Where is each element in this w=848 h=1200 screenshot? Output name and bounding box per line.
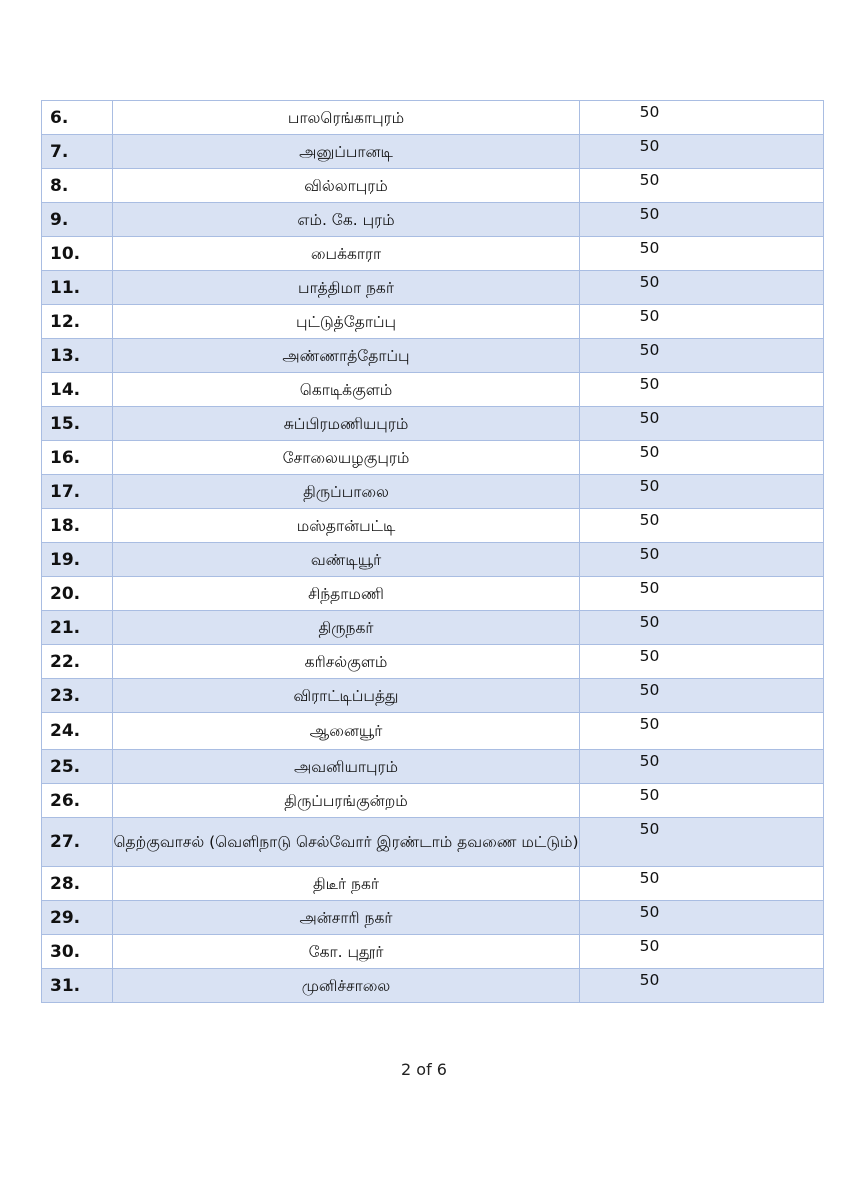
count-value: 50	[639, 205, 660, 223]
value-cell	[580, 577, 824, 611]
center-name: திடீர் நகர்	[113, 867, 580, 901]
value-cell	[580, 475, 824, 509]
count-value: 50	[639, 273, 660, 291]
value-cell	[580, 901, 824, 935]
value-cell	[580, 969, 824, 1003]
count-value: 50	[639, 820, 660, 838]
row-number: 6.	[42, 101, 113, 135]
count-value: 50	[639, 137, 660, 155]
table-row	[42, 935, 824, 969]
center-name: பைக்காரா	[113, 237, 580, 271]
count-value: 50	[639, 681, 660, 699]
row-number: 26.	[42, 784, 113, 818]
value-cell	[580, 867, 824, 901]
row-number: 22.	[42, 645, 113, 679]
row-number: 23.	[42, 679, 113, 713]
row-number: 19.	[42, 543, 113, 577]
table-row	[42, 784, 824, 818]
count-value: 50	[639, 715, 660, 733]
value-cell	[580, 135, 824, 169]
center-name: பாத்திமா நகர்	[113, 271, 580, 305]
count-value: 50	[639, 375, 660, 393]
page-number: 2 of 6	[401, 1060, 447, 1079]
count-value: 50	[639, 647, 660, 665]
value-cell	[580, 271, 824, 305]
table-row	[42, 135, 824, 169]
table-row	[42, 271, 824, 305]
center-name: அன்சாரி நகர்	[113, 901, 580, 935]
value-cell	[580, 101, 824, 135]
count-value: 50	[639, 103, 660, 121]
count-value: 50	[639, 903, 660, 921]
row-number: 8.	[42, 169, 113, 203]
count-value: 50	[639, 341, 660, 359]
center-name: கொடிக்குளம்	[113, 373, 580, 407]
center-name: கரிசல்குளம்	[113, 645, 580, 679]
row-number: 14.	[42, 373, 113, 407]
table-row	[42, 713, 824, 750]
value-cell	[580, 645, 824, 679]
center-name: கோ. புதூர்	[113, 935, 580, 969]
count-value: 50	[639, 171, 660, 189]
table-row	[42, 203, 824, 237]
row-number: 18.	[42, 509, 113, 543]
row-number: 31.	[42, 969, 113, 1003]
table-row	[42, 101, 824, 135]
count-value: 50	[639, 239, 660, 257]
value-cell	[580, 305, 824, 339]
table-row	[42, 237, 824, 271]
row-number: 15.	[42, 407, 113, 441]
table-row	[42, 169, 824, 203]
value-cell	[580, 818, 824, 867]
center-name: திருநகர்	[113, 611, 580, 645]
center-name: விராட்டிப்பத்து	[113, 679, 580, 713]
center-name: அனுப்பானடி	[113, 135, 580, 169]
value-cell	[580, 407, 824, 441]
center-name: திருப்பாலை	[113, 475, 580, 509]
count-value: 50	[639, 869, 660, 887]
count-value: 50	[639, 613, 660, 631]
row-number: 21.	[42, 611, 113, 645]
value-cell	[580, 169, 824, 203]
value-cell	[580, 679, 824, 713]
value-cell	[580, 441, 824, 475]
table-row	[42, 407, 824, 441]
row-number: 11.	[42, 271, 113, 305]
center-name: மஸ்தான்பட்டி	[113, 509, 580, 543]
center-name: அண்ணாத்தோப்பு	[113, 339, 580, 373]
count-value: 50	[639, 971, 660, 989]
centers-table-body	[42, 101, 824, 1003]
center-name: தெற்குவாசல் (வெளிநாடு செல்வோர் இரண்டாம் தவணை மட்டும்)	[113, 818, 580, 867]
row-number: 24.	[42, 713, 113, 750]
row-number: 9.	[42, 203, 113, 237]
row-number: 30.	[42, 935, 113, 969]
table-row	[42, 818, 824, 867]
value-cell	[580, 935, 824, 969]
value-cell	[580, 713, 824, 750]
value-cell	[580, 784, 824, 818]
center-name: ஆனையூர்	[113, 713, 580, 750]
table-row	[42, 645, 824, 679]
value-cell	[580, 750, 824, 784]
center-name: எம். கே. புரம்	[113, 203, 580, 237]
row-number: 7.	[42, 135, 113, 169]
table-row	[42, 611, 824, 645]
value-cell	[580, 543, 824, 577]
table-row	[42, 509, 824, 543]
table-row	[42, 543, 824, 577]
table-row	[42, 750, 824, 784]
table-row	[42, 969, 824, 1003]
table-row	[42, 577, 824, 611]
row-number: 10.	[42, 237, 113, 271]
table-row	[42, 901, 824, 935]
center-name: சுப்பிரமணியபுரம்	[113, 407, 580, 441]
centers-table	[41, 100, 824, 1003]
count-value: 50	[639, 937, 660, 955]
row-number: 25.	[42, 750, 113, 784]
row-number: 27.	[42, 818, 113, 867]
table-row	[42, 339, 824, 373]
row-number: 17.	[42, 475, 113, 509]
table-row	[42, 475, 824, 509]
value-cell	[580, 203, 824, 237]
center-name: சிந்தாமணி	[113, 577, 580, 611]
value-cell	[580, 237, 824, 271]
count-value: 50	[639, 579, 660, 597]
row-number: 16.	[42, 441, 113, 475]
value-cell	[580, 509, 824, 543]
center-name: பாலரெங்காபுரம்	[113, 101, 580, 135]
table-row	[42, 441, 824, 475]
count-value: 50	[639, 511, 660, 529]
table-row	[42, 305, 824, 339]
count-value: 50	[639, 477, 660, 495]
row-number: 28.	[42, 867, 113, 901]
count-value: 50	[639, 443, 660, 461]
center-name: திருப்பரங்குன்றம்	[113, 784, 580, 818]
count-value: 50	[639, 752, 660, 770]
center-name: வில்லாபுரம்	[113, 169, 580, 203]
row-number: 29.	[42, 901, 113, 935]
center-name: அவனியாபுரம்	[113, 750, 580, 784]
center-name: வண்டியூர்	[113, 543, 580, 577]
value-cell	[580, 339, 824, 373]
center-name: முனிச்சாலை	[113, 969, 580, 1003]
table-row	[42, 373, 824, 407]
count-value: 50	[639, 545, 660, 563]
row-number: 12.	[42, 305, 113, 339]
table-row	[42, 867, 824, 901]
row-number: 13.	[42, 339, 113, 373]
count-value: 50	[639, 786, 660, 804]
center-name: சோலையழகுபுரம்	[113, 441, 580, 475]
row-number: 20.	[42, 577, 113, 611]
value-cell	[580, 611, 824, 645]
count-value: 50	[639, 307, 660, 325]
value-cell	[580, 373, 824, 407]
count-value: 50	[639, 409, 660, 427]
table-row	[42, 679, 824, 713]
center-name: புட்டுத்தோப்பு	[113, 305, 580, 339]
